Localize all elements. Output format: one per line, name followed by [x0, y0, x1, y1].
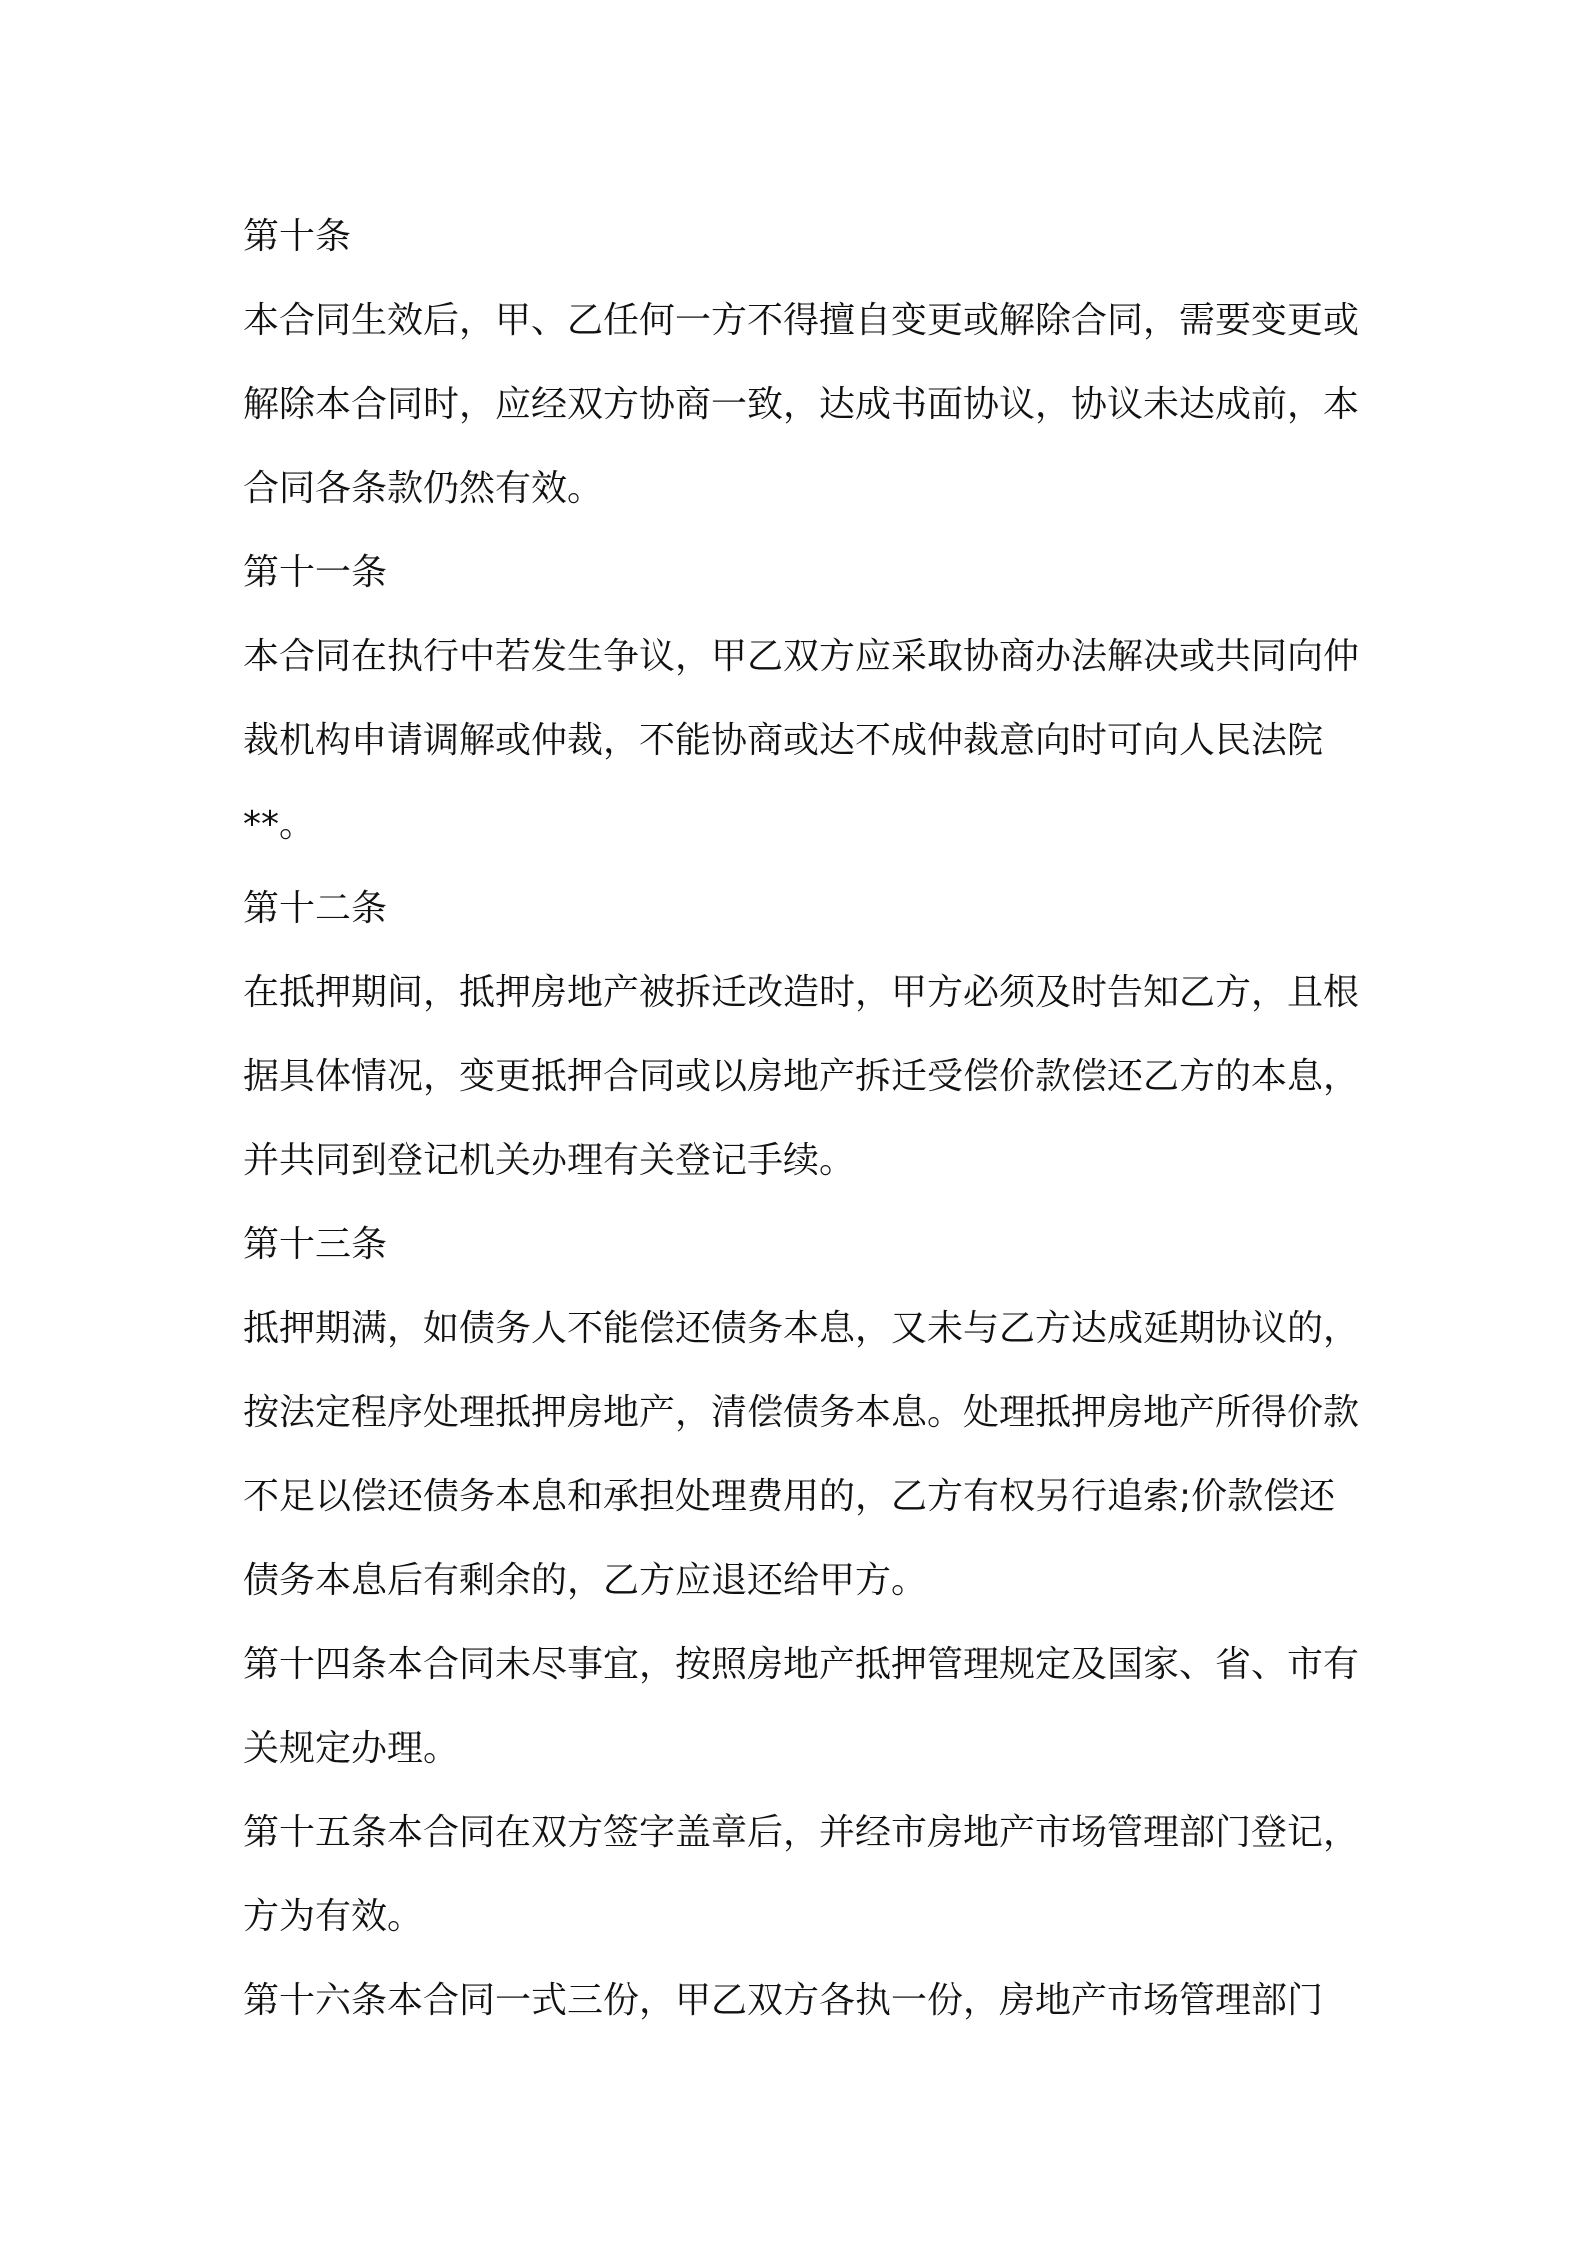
article-text-16: 第十六条本合同一式三份，甲乙双方各执一份，房地产市场管理部门 — [243, 1980, 1324, 2021]
article-heading-13: 第十三条 — [243, 1224, 388, 1265]
article-text-14: 第十四条本合同未尽事宜，按照房地产抵押管理规定及国家、省、市有关规定办理。 — [243, 1644, 1360, 1769]
article-heading-12: 第十二条 — [243, 888, 388, 929]
article-text-15: 第十五条本合同在双方签字盖章后，并经市房地产市场管理部门登记，方为有效。 — [243, 1812, 1360, 1937]
article-text-11: 本合同在执行中若发生争议，甲乙双方应采取协商办法解决或共同向仲裁机构申请调解或仲裁，不能协商或达不成仲裁意向时可向人民法院**。 — [243, 636, 1360, 845]
article-heading-11: 第十一条 — [243, 552, 388, 593]
article-text-12: 在抵押期间，抵押房地产被拆迁改造时，甲方必须及时告知乙方，且根据具体情况，变更抵押合同或以房地产拆迁受偿价款偿还乙方的本息，并共同到登记机关办理有关登记手续。 — [243, 972, 1360, 1181]
article-heading-10: 第十条 — [243, 216, 352, 257]
article-text-10: 本合同生效后，甲、乙任何一方不得擅自变更或解除合同，需要变更或解除本合同时，应经双方协商一致，达成书面协议，协议未达成前，本合同各条款仍然有效。 — [243, 300, 1360, 509]
article-text-13: 抵押期满，如债务人不能偿还债务本息，又未与乙方达成延期协议的，按法定程序处理抵押房地产，清偿债务本息。处理抵押房地产所得价款不足以偿还债务本息和承担处理费用的，乙方有权另行追索;价款偿还债务本息后有剩余的，乙方应退还给甲方。 — [243, 1308, 1360, 1601]
document-body — [243, 195, 1363, 2043]
